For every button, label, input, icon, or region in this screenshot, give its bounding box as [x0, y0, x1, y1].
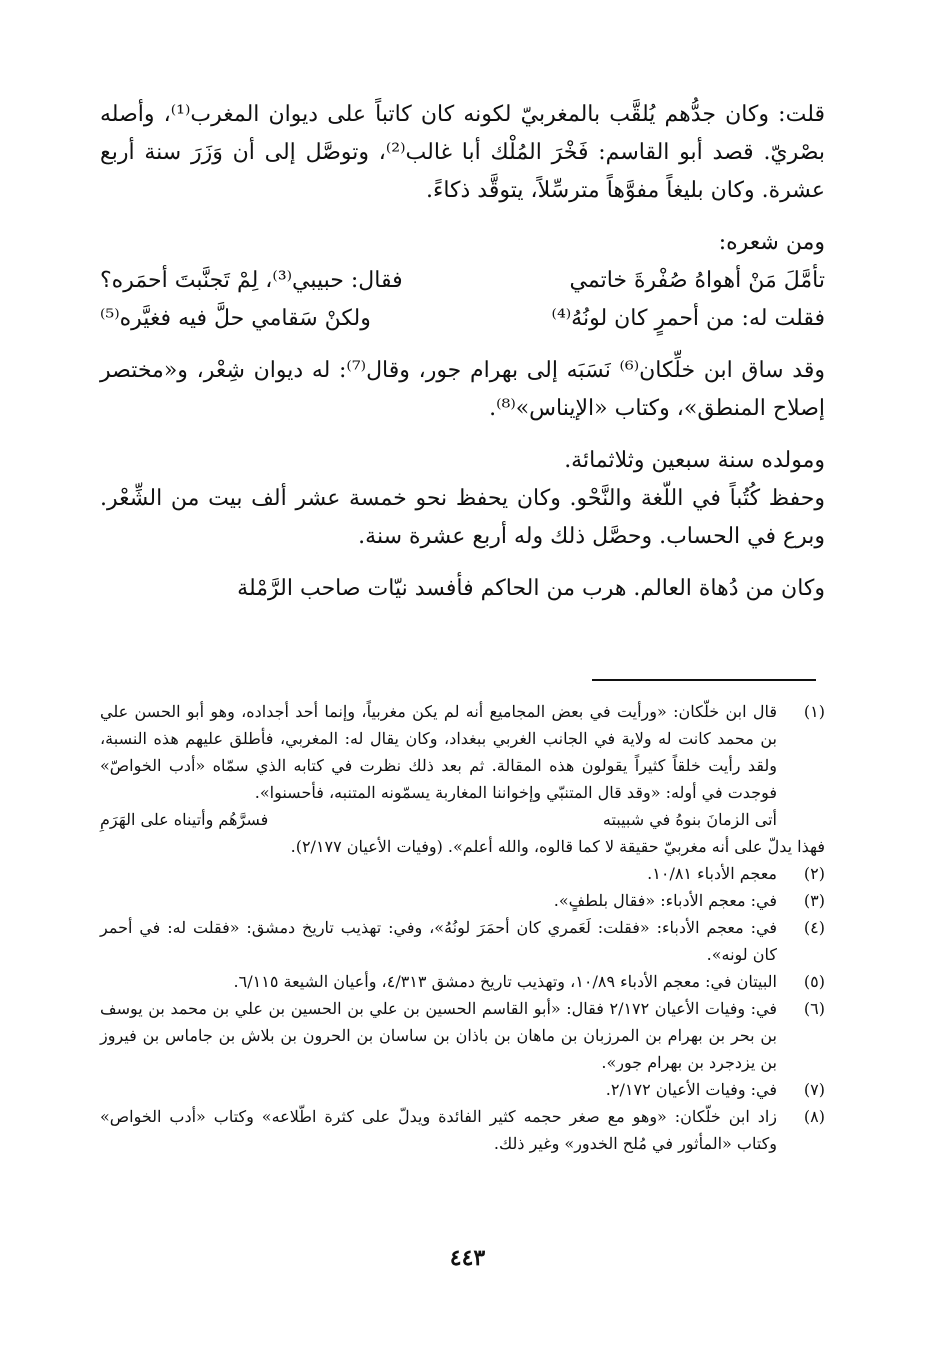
footnote: [100, 1076, 825, 1103]
verse-hemistich: أتى الزمانَ بنوهُ في شبيبته: [602, 810, 777, 829]
footnote: [100, 914, 825, 968]
page-number: ٤٤٣: [449, 1245, 486, 1271]
footnote: [100, 995, 825, 1076]
verse-hemistich: فقلت له: من أحمرٍ كان لونُهُ⁽⁴⁾: [551, 306, 825, 331]
footnote-text: في: وفيات الأعيان ٢/١٧٢ فقال: «أبو القاسم الحسين بن علي بن الحسين بن علي بن محمد بن يوسف بن بحر بن بهرام بن المرزبان بن ماهان بن باذان بن ساسان بن الحرون بن بلاش بن جاماس بن فيروز بن يزدجرد بن بهرام جور».: [100, 999, 778, 1072]
footnote-text: فهذا يدلّ على أنه مغربيّ حقيقة لا كما قالوه، والله أعلم». (وفيات الأعيان ٢/١٧٧).: [290, 837, 825, 856]
footnote-number: (٦): [803, 999, 825, 1018]
poem-verse: [100, 262, 825, 300]
footnote-text: معجم الأدباء ١٠/٨١.: [647, 864, 777, 883]
footnote-number: (٤): [803, 918, 825, 937]
paragraph: قلت: وكان جدُّهم يُلقَّب بالمغربيّ لكونه كان كاتباً على ديوان المغرب⁽¹⁾، وأصله بصْريّ. قصد أبو القاسم: فَخْرَ المُلْك أبا غالب⁽²⁾، وتوصَّل إلى أن وَزَرَ سنة أربع عشرة. وكان بليغاً مفوَّهاً مترسِّلاً، يتوقَّد ذكاءً.: [100, 102, 825, 203]
footnote: [100, 887, 825, 914]
verse-hemistich: ولكنْ سَقامي حلَّ فيه فغيَّره⁽⁵⁾: [100, 306, 371, 331]
verse-hemistich: فقال: حبيبي⁽³⁾، لِمْ تَجنَّبتَ أحمَره؟: [100, 268, 403, 293]
footnotes: [100, 698, 825, 1157]
footnote-number: (٨): [803, 1107, 825, 1126]
paragraph: وكان من دُهاة العالم. هرب من الحاكم فأفسد نيّات صاحب الرَّمْلة: [237, 576, 825, 601]
footnote-number: (٢): [803, 864, 825, 883]
poem-verse: [100, 300, 825, 338]
paragraph: ومن شعره:: [718, 230, 825, 255]
footnote: [100, 698, 825, 806]
paragraph: ومولده سنة سبعين وثلاثمائة.: [564, 448, 825, 473]
verse-hemistich: فسرَّهُم وأتيناه على الهَرَمِ: [100, 810, 269, 829]
footnote-number: (٣): [803, 891, 825, 910]
footnote-verse: [100, 806, 825, 833]
footnote: [100, 860, 825, 887]
footnote-text: قال ابن خلّكان: «ورأيت في بعض المجاميع أنه لم يكن مغربياً، وإنما أحد أجداده، وهو أبو الحسن علي بن محمد كانت له ولاية في الجانب الغربي ببغداد، وكان يقال له: المغربي، فأطلق عليهم هذه النسبة، ولقد رأيت خلقاً كثيراً يقولون هذه المقالة. ثم بعد ذلك نظرت في كتابه الذي سمّاه «أدب الخواصّ» فوجدت في أوله: «وقد قال المتنبّي وإخواننا المغاربة يسمّونه المتنبه، فأحسنوا».: [100, 702, 777, 802]
footnote: [100, 968, 825, 995]
paragraph: وحفظ كُتُباً في اللّغة والنَّحْو. وكان يحفظ نحو خمسة عشر ألف بيت من الشِّعْر. وبرع في الحساب. وحصَّل ذلك وله أربع عشرة سنة.: [100, 486, 825, 549]
paragraph: وقد ساق ابن خلِّكان⁽⁶⁾ نَسَبَه إلى بهرام جور، وقال⁽⁷⁾: له ديوان شِعْر، و«مختصر إصلاح المنطق»، وكتاب «الإيناس»⁽⁸⁾.: [100, 358, 825, 421]
footnote-number: (٥): [803, 972, 825, 991]
verse-hemistich: تأمَّلَ مَنْ أهواهُ صُفْرةَ خاتمي: [569, 268, 825, 293]
footnote-number: (١): [803, 702, 825, 721]
footnote-text: في: وفيات الأعيان ٢/١٧٢.: [605, 1080, 777, 1099]
footnote-text: زاد ابن خلّكان: «وهو مع صغر حجمه كثير الفائدة ويدلّ على كثرة اطّلاعه» وكتاب «أدب الخواص» وكتاب «المأثور في مُلح الخدور» وغير ذلك.: [100, 1107, 777, 1153]
footnote-number: (٧): [803, 1080, 825, 1099]
footnote: [100, 1103, 825, 1157]
footnote-text: البيتان في: معجم الأدباء ١٠/٨٩، وتهذيب تاريخ دمشق ٤/٣١٣، وأعيان الشيعة ٦/١١٥.: [233, 972, 777, 991]
main-text: [100, 96, 825, 608]
footnote-text: في: معجم الأدباء: «فقلت: لَعَمري كان أحمَرَ لونُهُ»، وفي: تهذيب تاريخ دمشق: «فقلت له: في أحمر كان لونه».: [100, 918, 777, 964]
footnote-text: في: معجم الأدباء: «فقال بلطفٍ».: [553, 891, 777, 910]
footnote-divider: [592, 679, 816, 681]
